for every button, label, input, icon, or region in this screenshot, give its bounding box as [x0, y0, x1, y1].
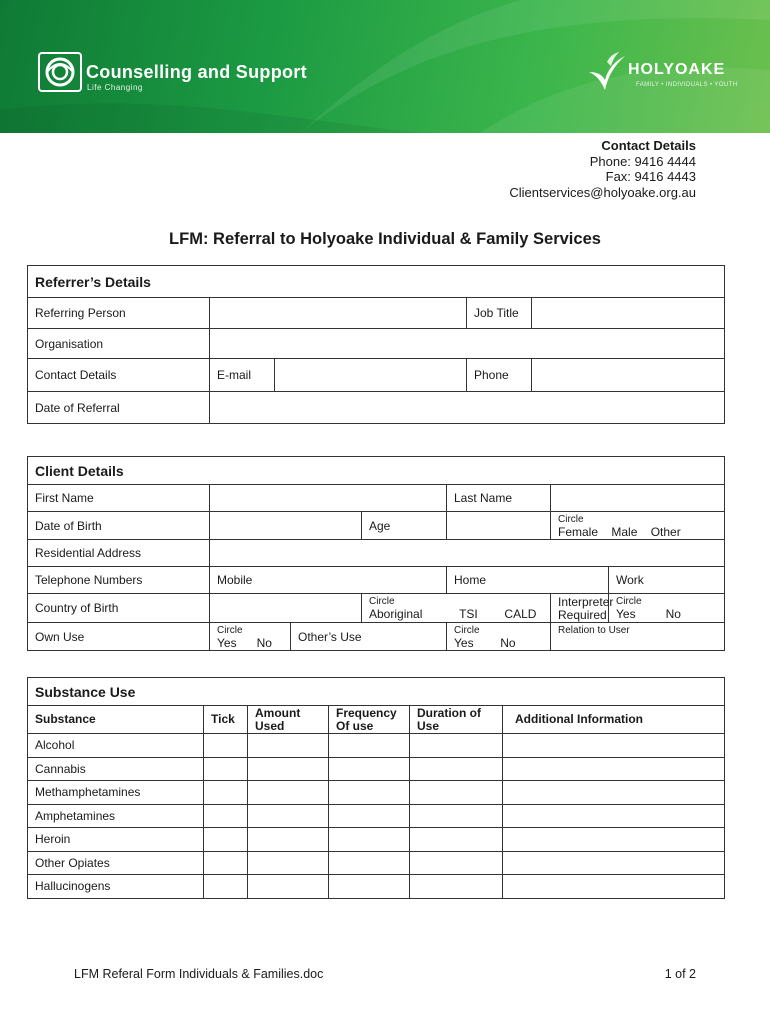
amount-cell[interactable]: [248, 804, 329, 828]
frequency-cell[interactable]: [329, 781, 410, 805]
footer-page-number: 1 of 2: [664, 967, 696, 981]
substance-name: Methamphetamines: [28, 781, 204, 805]
table-row: [28, 828, 725, 852]
aboriginal-option[interactable]: Aboriginal: [369, 607, 423, 621]
duration-cell[interactable]: [410, 734, 503, 758]
date-of-referral-field[interactable]: [210, 392, 725, 424]
substance-column-header: Substance: [28, 706, 204, 734]
origin-options[interactable]: [362, 594, 551, 623]
mobile-field[interactable]: [210, 567, 447, 594]
interpreter-options[interactable]: [609, 594, 725, 623]
others-use-no-option[interactable]: No: [500, 636, 516, 650]
table-row: [28, 851, 725, 875]
date-of-birth-label: Date of Birth: [28, 512, 210, 540]
tick-column-header: Tick: [204, 706, 248, 734]
contact-heading: Contact Details: [601, 138, 696, 153]
additional-cell[interactable]: [503, 828, 725, 852]
tick-cell[interactable]: [204, 851, 248, 875]
gender-male-option[interactable]: Male: [611, 525, 638, 539]
others-use-options[interactable]: [447, 623, 551, 651]
age-label: Age: [362, 512, 447, 540]
additional-cell[interactable]: [503, 781, 725, 805]
client-section-heading: Client Details: [28, 457, 725, 485]
gender-other-option[interactable]: Other: [650, 525, 681, 539]
brand-name: HOLYOAKE: [628, 61, 726, 78]
duration-cell[interactable]: [410, 851, 503, 875]
client-details-table: [27, 456, 725, 651]
country-of-birth-label: Country of Birth: [28, 594, 210, 623]
interpreter-no-option[interactable]: No: [665, 607, 681, 621]
substance-name: Hallucinogens: [28, 875, 204, 899]
tick-cell[interactable]: [204, 828, 248, 852]
amount-cell[interactable]: [248, 757, 329, 781]
origin-circle-note: Circle: [369, 596, 395, 607]
substance-name: Heroin: [28, 828, 204, 852]
age-field[interactable]: [447, 512, 551, 540]
referrer-section-heading: Referrer’s Details: [28, 266, 725, 298]
gender-options[interactable]: [551, 512, 725, 540]
work-field[interactable]: [609, 567, 725, 594]
country-of-birth-field[interactable]: [210, 594, 362, 623]
contact-phone: Phone: 9416 4444: [589, 153, 696, 169]
interpreter-required-label: Interpreter Required: [551, 594, 609, 623]
additional-info-column-header: Additional Information: [503, 706, 725, 734]
amount-cell[interactable]: [248, 828, 329, 852]
interpreter-circle-note: Circle: [616, 596, 642, 607]
own-use-options[interactable]: [210, 623, 291, 651]
relation-to-user-label: Relation to User: [558, 625, 630, 636]
others-use-circle-note: Circle: [454, 625, 480, 636]
document-title: LFM: Referral to Holyoake Individual & Family Services: [169, 230, 601, 248]
phone-field[interactable]: [532, 359, 725, 392]
frequency-cell[interactable]: [329, 757, 410, 781]
residential-address-field[interactable]: [210, 540, 725, 567]
mobile-label: Mobile: [217, 573, 253, 587]
frequency-cell[interactable]: [329, 875, 410, 899]
duration-cell[interactable]: [410, 757, 503, 781]
substance-section-heading: Substance Use: [28, 678, 725, 706]
amount-used-column-header: Amount Used: [248, 706, 329, 734]
home-label: Home: [454, 573, 487, 587]
referring-person-label: Referring Person: [28, 298, 210, 329]
work-label: Work: [616, 573, 644, 587]
amount-cell[interactable]: [248, 781, 329, 805]
amount-cell[interactable]: [248, 734, 329, 758]
residential-address-label: Residential Address: [28, 540, 210, 567]
brand-tagline: FAMILY • INDIVIDUALS • YOUTH: [636, 82, 738, 88]
org-name: Counselling and Support: [86, 62, 307, 82]
organisation-label: Organisation: [28, 329, 210, 359]
organisation-field[interactable]: [210, 329, 725, 359]
substance-name: Cannabis: [28, 757, 204, 781]
first-name-label: First Name: [28, 485, 210, 512]
gender-circle-note: Circle: [558, 514, 584, 525]
org-tagline: Life Changing: [87, 83, 143, 92]
additional-cell[interactable]: [503, 757, 725, 781]
own-use-yes-option[interactable]: Yes: [217, 636, 237, 650]
contact-details: [509, 138, 696, 200]
substance-name: Amphetamines: [28, 804, 204, 828]
email-label: E-mail: [210, 359, 275, 392]
tick-cell[interactable]: [204, 757, 248, 781]
phone-label: Phone: [467, 359, 532, 392]
header-banner: [0, 0, 770, 133]
table-row: [28, 875, 725, 899]
others-use-yes-option[interactable]: Yes: [454, 636, 474, 650]
referrer-details-table: [27, 265, 725, 424]
table-row: [28, 734, 725, 758]
contact-email: Clientservices@holyoake.org.au: [509, 184, 696, 200]
frequency-cell[interactable]: [329, 851, 410, 875]
last-name-field[interactable]: [551, 485, 725, 512]
duration-cell[interactable]: [410, 804, 503, 828]
table-row: [28, 781, 725, 805]
tick-cell[interactable]: [204, 734, 248, 758]
home-field[interactable]: [447, 567, 609, 594]
frequency-cell[interactable]: [329, 734, 410, 758]
first-name-field[interactable]: [210, 485, 447, 512]
substance-use-table: [27, 677, 725, 899]
amount-cell[interactable]: [248, 875, 329, 899]
amount-cell[interactable]: [248, 851, 329, 875]
table-row: [28, 757, 725, 781]
cald-option[interactable]: CALD: [504, 607, 537, 621]
additional-cell[interactable]: [503, 734, 725, 758]
additional-cell[interactable]: [503, 875, 725, 899]
additional-cell[interactable]: [503, 804, 725, 828]
counselling-logo-icon: [38, 52, 82, 92]
tick-cell[interactable]: [204, 781, 248, 805]
tick-cell[interactable]: [204, 875, 248, 899]
gender-female-option[interactable]: Female: [558, 525, 599, 539]
duration-cell[interactable]: [410, 875, 503, 899]
additional-cell[interactable]: [503, 851, 725, 875]
tsi-option[interactable]: TSI: [459, 607, 478, 621]
telephone-numbers-label: Telephone Numbers: [28, 567, 210, 594]
tick-cell[interactable]: [204, 804, 248, 828]
frequency-cell[interactable]: [329, 828, 410, 852]
contact-details-label: Contact Details: [28, 359, 210, 392]
date-of-birth-field[interactable]: [210, 512, 362, 540]
job-title-field[interactable]: [532, 298, 725, 329]
relation-to-user-field[interactable]: [551, 623, 725, 651]
frequency-cell[interactable]: [329, 804, 410, 828]
substance-name: Other Opiates: [28, 851, 204, 875]
footer-filename: LFM Referal Form Individuals & Families.doc: [74, 967, 324, 981]
own-use-no-option[interactable]: No: [256, 636, 272, 650]
substance-name: Alcohol: [28, 734, 204, 758]
date-of-referral-label: Date of Referral: [28, 392, 210, 424]
email-field[interactable]: [275, 359, 467, 392]
duration-cell[interactable]: [410, 828, 503, 852]
referring-person-field[interactable]: [210, 298, 467, 329]
job-title-label: Job Title: [467, 298, 532, 329]
table-row: [28, 804, 725, 828]
own-use-label: Own Use: [28, 623, 210, 651]
contact-fax: Fax: 9416 4443: [605, 169, 696, 184]
others-use-label: Other’s Use: [291, 623, 447, 651]
frequency-column-header: Frequency Of use: [329, 706, 410, 734]
own-use-circle-note: Circle: [217, 625, 243, 636]
last-name-label: Last Name: [447, 485, 551, 512]
interpreter-yes-option[interactable]: Yes: [616, 607, 636, 621]
duration-column-header: Duration of Use: [410, 706, 503, 734]
duration-cell[interactable]: [410, 781, 503, 805]
holyoake-logo-icon: [585, 50, 627, 94]
